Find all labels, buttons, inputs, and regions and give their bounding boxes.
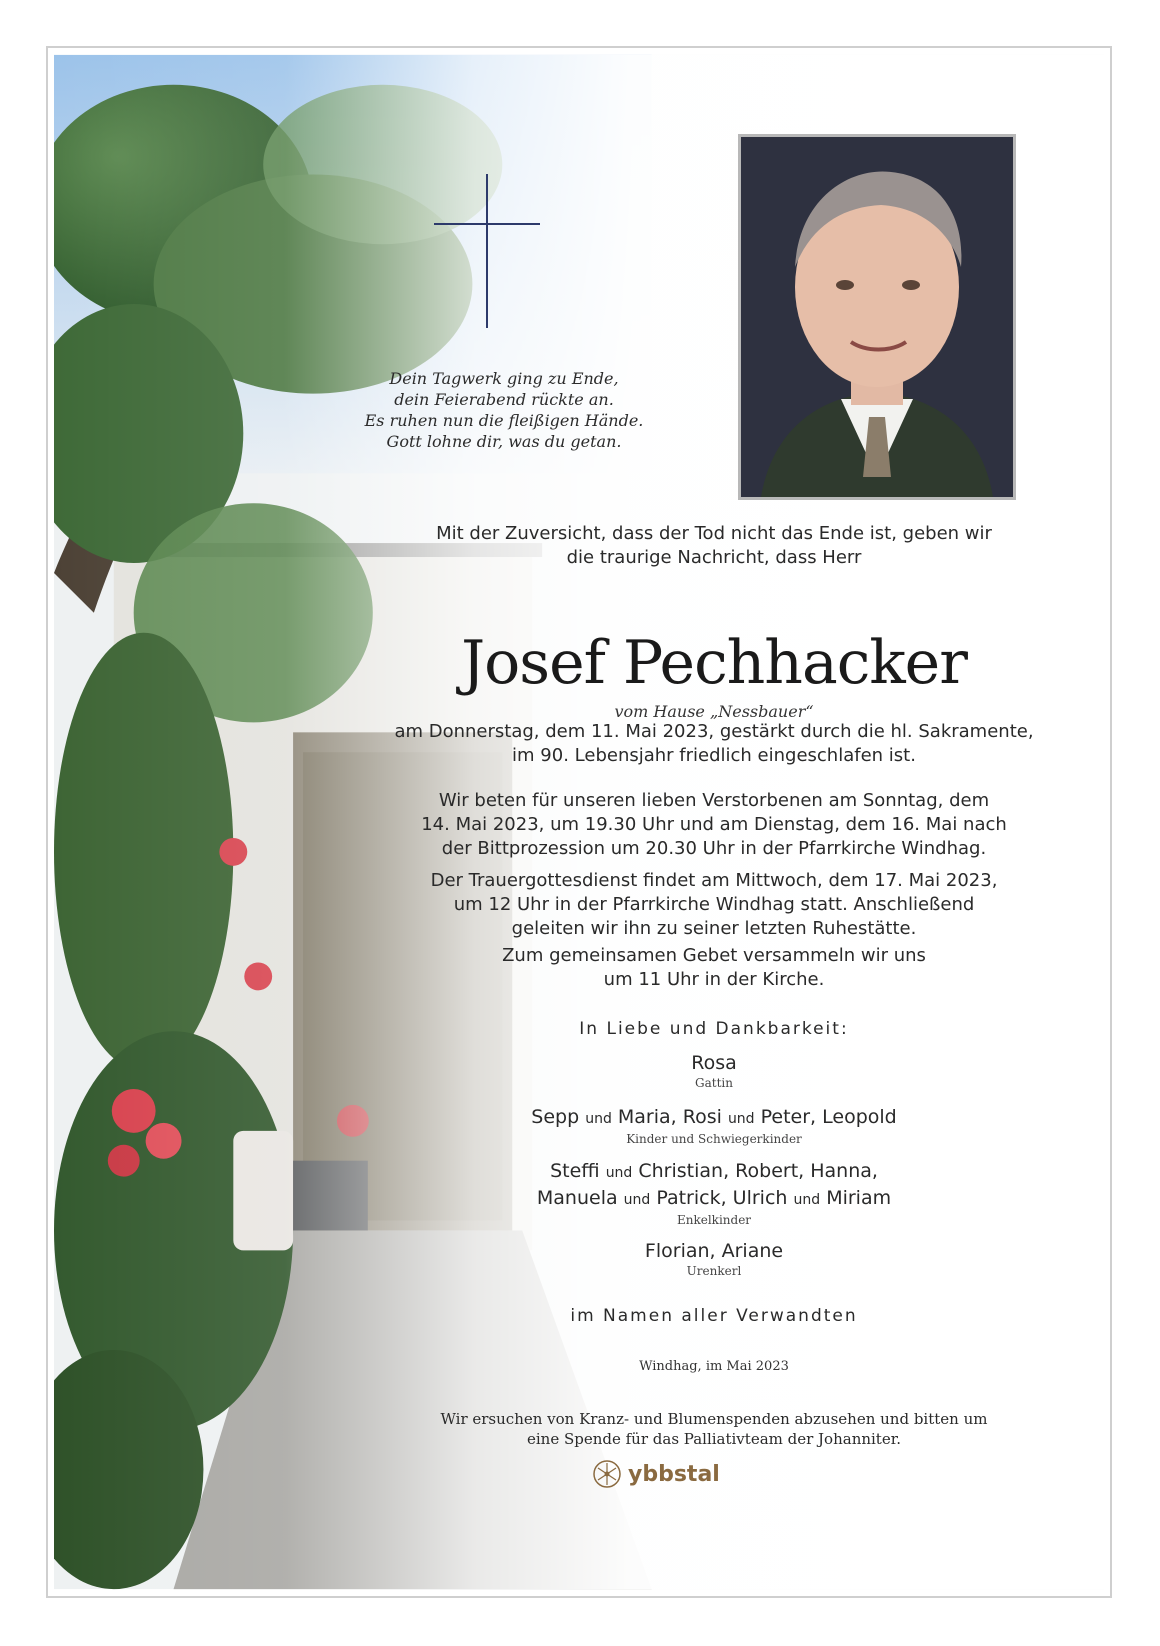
cross-icon xyxy=(434,174,540,334)
donation-line: Wir ersuchen von Kranz- und Blumenspenden abzusehen und bitten um xyxy=(440,1410,988,1428)
grandchild-name: Steffi xyxy=(550,1160,600,1182)
portrait-photo xyxy=(738,134,1016,500)
intro-line: Mit der Zuversicht, dass der Tod nicht das Ende ist, geben wir xyxy=(436,523,992,544)
relatives-line: im Namen aller Verwandten xyxy=(570,1306,858,1326)
grandchild-name: Patrick, Ulrich xyxy=(656,1187,788,1209)
poem-line: Gott lohne dir, was du getan. xyxy=(386,432,622,451)
wife-relation: Gattin xyxy=(695,1076,733,1090)
conjunction: und xyxy=(605,1165,633,1181)
death-notice xyxy=(344,720,1084,768)
gathering-line: Zum gemeinsamen Gebet versammeln wir uns xyxy=(502,945,926,966)
death-line: am Donnerstag, dem 11. Mai 2023, gestärkt durch die hl. Sakramente, xyxy=(394,721,1034,742)
grandchild-name: Manuela xyxy=(536,1187,618,1209)
grandchildren-line-1 xyxy=(344,1159,1084,1186)
service-line: geleiten wir ihn zu seiner letzten Ruhestätte. xyxy=(511,918,917,939)
memorial-poem xyxy=(309,368,699,452)
prayer-line: Wir beten für unseren lieben Verstorbenen am Sonntag, dem xyxy=(438,790,990,811)
service-line: um 12 Uhr in der Pfarrkirche Windhag statt. Anschließend xyxy=(453,894,975,915)
logo-text: ybbstal xyxy=(628,1461,720,1487)
family-children xyxy=(344,1105,1084,1146)
poem-line: Dein Tagwerk ging zu Ende, xyxy=(389,369,619,388)
prayer-notice xyxy=(344,789,1084,861)
announcement-intro xyxy=(344,522,1084,570)
great-grandchildren-relation: Urenkerl xyxy=(686,1264,742,1278)
conjunction: und xyxy=(585,1111,612,1127)
donation-note xyxy=(344,1409,1084,1449)
house-name: vom Hause „Nessbauer“ xyxy=(614,702,814,721)
child-name: Peter, Leopold xyxy=(760,1106,897,1128)
family-great-grandchildren xyxy=(344,1239,1084,1278)
poem-line: Es ruhen nun die fleißigen Hände. xyxy=(364,411,644,430)
mourners-heading: In Liebe und Dankbarkeit: xyxy=(579,1019,849,1039)
child-name: Sepp xyxy=(531,1106,580,1128)
grandchildren-relation: Enkelkinder xyxy=(676,1213,752,1227)
prayer-line: 14. Mai 2023, um 19.30 Uhr und am Dienstag, dem 16. Mai nach xyxy=(421,814,1007,835)
family-grandchildren xyxy=(344,1159,1084,1227)
donation-line: eine Spende für das Palliativteam der Johanniter. xyxy=(526,1430,902,1448)
conjunction: und xyxy=(793,1192,821,1208)
children-names xyxy=(344,1105,1084,1132)
obituary-frame xyxy=(46,46,1112,1598)
conjunction: und xyxy=(727,1111,755,1127)
family-wife xyxy=(344,1051,1084,1090)
place-date: Windhag, im Mai 2023 xyxy=(639,1359,789,1374)
grandchild-name: Christian, Robert, Hanna, xyxy=(638,1160,878,1182)
funeral-service-notice xyxy=(344,869,1084,941)
great-grandchildren-names: Florian, Ariane xyxy=(644,1240,784,1262)
child-name: Maria, Rosi xyxy=(617,1106,722,1128)
wife-name: Rosa xyxy=(691,1052,737,1074)
ybbstal-logo xyxy=(592,1456,732,1492)
service-line: Der Trauergottesdienst findet am Mittwoch, dem 17. Mai 2023, xyxy=(430,870,998,891)
intro-line: die traurige Nachricht, dass Herr xyxy=(566,547,862,568)
obituary-card xyxy=(54,54,1104,1590)
deceased-name: Josef Pechhacker xyxy=(461,628,967,698)
dandelion-logo-icon xyxy=(592,1459,622,1489)
death-line: im 90. Lebensjahr friedlich eingeschlafen ist. xyxy=(512,745,916,766)
children-relation: Kinder und Schwiegerkinder xyxy=(626,1132,802,1146)
gathering-line: um 11 Uhr in der Kirche. xyxy=(603,969,825,990)
poem-line: dein Feierabend rückte an. xyxy=(394,390,614,409)
prayer-line: der Bittprozession um 20.30 Uhr in der Pfarrkirche Windhag. xyxy=(441,838,987,859)
gathering-notice xyxy=(344,944,1084,992)
conjunction: und xyxy=(623,1192,651,1208)
grandchildren-line-2 xyxy=(344,1186,1084,1213)
grandchild-name: Miriam xyxy=(826,1187,892,1209)
